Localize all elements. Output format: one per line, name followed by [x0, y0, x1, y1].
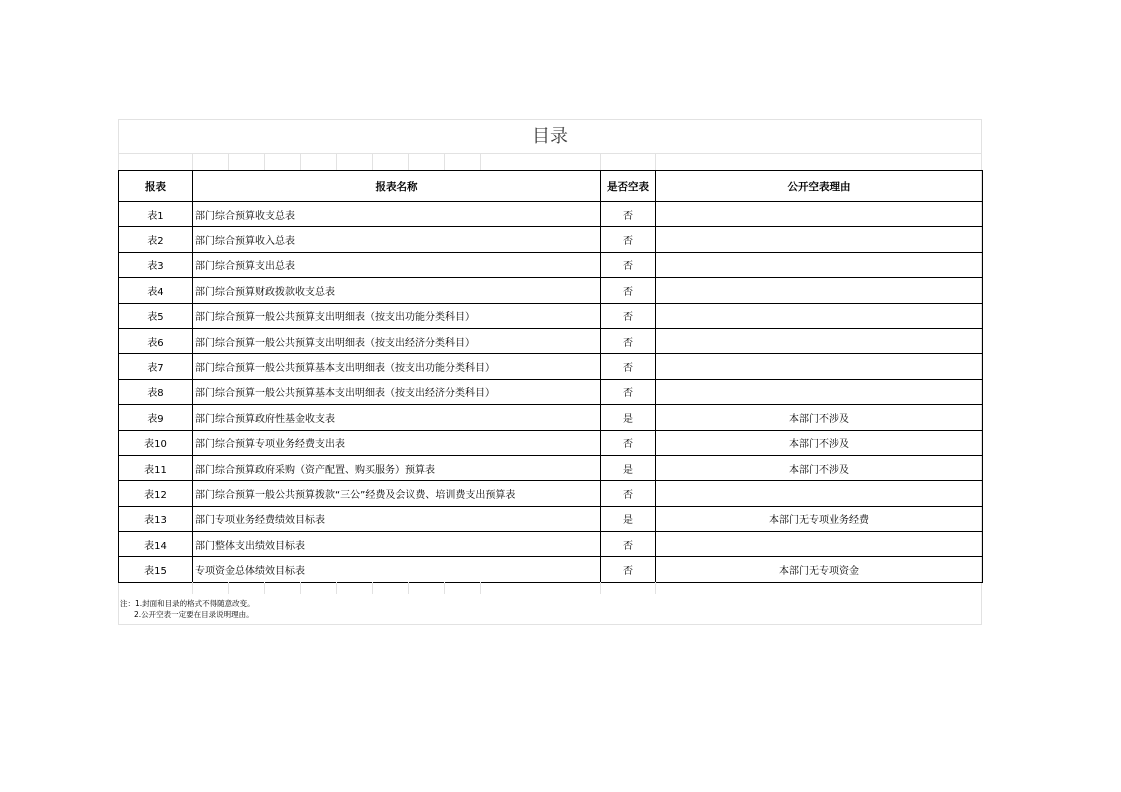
table-row	[119, 202, 983, 227]
header-code: 报表	[119, 171, 193, 202]
cell-is-empty: 是	[601, 455, 656, 480]
cell-code: 表13	[119, 506, 193, 531]
header-is-empty: 是否空表	[601, 171, 656, 202]
cell-reason	[656, 481, 983, 506]
cell-reason	[656, 303, 983, 328]
cell-name: 部门综合预算收入总表	[193, 227, 601, 252]
cell-code: 表6	[119, 328, 193, 353]
cell-code: 表3	[119, 252, 193, 277]
cell-code: 表15	[119, 557, 193, 582]
blank-spacer-row	[118, 154, 982, 170]
cell-code: 表1	[119, 202, 193, 227]
cell-is-empty: 否	[601, 202, 656, 227]
cell-name: 部门综合预算财政拨款收支总表	[193, 278, 601, 303]
cell-reason	[656, 227, 983, 252]
cell-name: 部门整体支出绩效目标表	[193, 532, 601, 557]
cell-reason	[656, 278, 983, 303]
cell-code: 表12	[119, 481, 193, 506]
cell-name: 部门综合预算一般公共预算支出明细表（按支出经济分类科目）	[193, 328, 601, 353]
cell-is-empty: 否	[601, 557, 656, 582]
cell-reason	[656, 252, 983, 277]
cell-is-empty: 否	[601, 532, 656, 557]
table-row	[119, 252, 983, 277]
table-header-row	[119, 171, 983, 202]
cell-code: 表7	[119, 354, 193, 379]
cell-is-empty: 否	[601, 481, 656, 506]
title-row	[118, 119, 982, 154]
footnote-1: 注：1.封面和目录的格式不得随意改变。	[120, 599, 255, 608]
cell-code: 表9	[119, 405, 193, 430]
page-title: 目录	[532, 126, 568, 147]
table-row	[119, 354, 983, 379]
cell-code: 表2	[119, 227, 193, 252]
cell-name: 部门专项业务经费绩效目标表	[193, 506, 601, 531]
cell-name: 部门综合预算专项业务经费支出表	[193, 430, 601, 455]
cell-is-empty: 否	[601, 379, 656, 404]
cell-reason	[656, 354, 983, 379]
cell-name: 专项资金总体绩效目标表	[193, 557, 601, 582]
cell-reason: 本部门无专项业务经费	[656, 506, 983, 531]
header-reason: 公开空表理由	[656, 171, 983, 202]
cell-reason	[656, 328, 983, 353]
table-row	[119, 278, 983, 303]
cell-code: 表8	[119, 379, 193, 404]
cell-code: 表5	[119, 303, 193, 328]
cell-reason: 本部门不涉及	[656, 405, 983, 430]
spreadsheet-sheet	[118, 119, 982, 625]
cell-is-empty: 否	[601, 430, 656, 455]
cell-name: 部门综合预算一般公共预算基本支出明细表（按支出功能分类科目）	[193, 354, 601, 379]
cell-reason: 本部门不涉及	[656, 430, 983, 455]
cell-is-empty: 否	[601, 303, 656, 328]
footnotes	[120, 598, 255, 620]
table-row	[119, 379, 983, 404]
table-row	[119, 430, 983, 455]
cell-is-empty: 否	[601, 252, 656, 277]
cell-is-empty: 否	[601, 328, 656, 353]
cell-name: 部门综合预算支出总表	[193, 252, 601, 277]
cell-reason: 本部门不涉及	[656, 455, 983, 480]
cell-reason	[656, 202, 983, 227]
cell-name: 部门综合预算一般公共预算支出明细表（按支出功能分类科目）	[193, 303, 601, 328]
cell-code: 表11	[119, 455, 193, 480]
cell-name: 部门综合预算一般公共预算拨款“三公”经费及会议费、培训费支出预算表	[193, 481, 601, 506]
table-row	[119, 227, 983, 252]
cell-code: 表14	[119, 532, 193, 557]
cell-is-empty: 否	[601, 278, 656, 303]
table-row	[119, 557, 983, 582]
cell-reason	[656, 532, 983, 557]
table-row	[119, 405, 983, 430]
table-row	[119, 532, 983, 557]
table-row	[119, 303, 983, 328]
cell-name: 部门综合预算政府采购（资产配置、购买服务）预算表	[193, 455, 601, 480]
cell-reason: 本部门无专项资金	[656, 557, 983, 582]
cell-is-empty: 否	[601, 354, 656, 379]
cell-name: 部门综合预算一般公共预算基本支出明细表（按支出经济分类科目）	[193, 379, 601, 404]
catalog-table	[118, 170, 983, 583]
cell-code: 表4	[119, 278, 193, 303]
cell-name: 部门综合预算收支总表	[193, 202, 601, 227]
cell-code: 表10	[119, 430, 193, 455]
table-row	[119, 328, 983, 353]
table-row	[119, 506, 983, 531]
footnote-2: 2.公开空表一定要在目录说明理由。	[134, 610, 254, 619]
table-row	[119, 455, 983, 480]
cell-name: 部门综合预算政府性基金收支表	[193, 405, 601, 430]
cell-is-empty: 是	[601, 506, 656, 531]
table-row	[119, 481, 983, 506]
cell-is-empty: 否	[601, 227, 656, 252]
cell-reason	[656, 379, 983, 404]
header-name: 报表名称	[193, 171, 601, 202]
cell-is-empty: 是	[601, 405, 656, 430]
blank-spacer-row-bottom	[118, 582, 982, 594]
